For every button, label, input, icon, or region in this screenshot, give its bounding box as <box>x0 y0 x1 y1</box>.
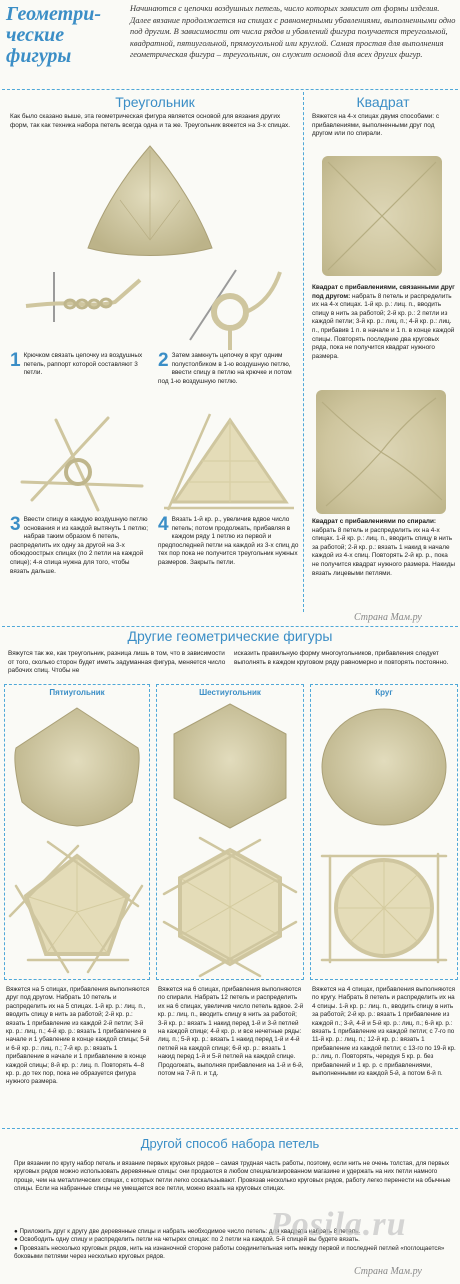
triangle-needles-illustration <box>160 410 298 514</box>
step-number: 1 <box>10 350 21 371</box>
watermark-strana-mam-1: Страна Мам.ру <box>354 612 422 623</box>
other-intro-left: Вяжутся так же, как треугольник, разница лишь в том, что в зависимости от того, сколько сторон будет иметь задуманная фигура, меняется число рабочих спиц. Чтобы не <box>8 650 226 675</box>
method-bullet: ● Приложить друг к другу две деревянные спицы и набрать необходимое число петель: для квадрата набрать 8 петель. <box>14 1228 361 1235</box>
circle-photo <box>318 704 450 830</box>
method-bullet-text: Освободить одну спицу и распределить петли на четырех спицах: по 2 петли на каждой. 5-й спицей вы будете вязать. <box>19 1236 360 1244</box>
triangle-heading: Треугольник <box>115 94 195 110</box>
method-bullet: ● Провязать несколько круговых рядов, нить на изнаночной стороне работы соединительная нить между первой и последней петлей «поглощается» боковыми петлями через несколько круговых рядов. <box>14 1244 445 1260</box>
method-bullet-text: Приложить друг к другу две деревянные спицы и набрать необходимое число петель: для квадрата набрать 8 петель. <box>19 1228 361 1235</box>
step-text: Вязать 1-й кр. р., увеличив вдвое число петель; потом продолжать, прибавляя в каждом ряду 1 петлю из первой и предпоследней петли на каждой из 3-х спиц до тех пор пока не получится треугольник нужных размеров. Закрыть петли. <box>158 516 299 566</box>
square-block-1 <box>312 284 456 361</box>
hexagon-photo <box>162 700 298 832</box>
square-heading: Квадрат <box>356 94 410 110</box>
triangle-step-2 <box>158 352 300 386</box>
square-block-1-text: набрать 8 петель и распределить их на 4-х спицах. 1-й кр. р.: лиц. п., вводить спицу в нить за работой; 2-й кр. р.: 2 петли из каждой петли; 3-й кр. р.: лиц. п.; 4-й кр. р.: лиц. п., прибавив 1 п. в начале и 1 п. в конце каждой спицы. Повторять последние два круговых ряда, пока не получится квадрат нужного размера. <box>312 292 455 360</box>
page-title: Геометри-ческие фигуры <box>6 3 101 67</box>
watermark-strana-mam-2: Страна Мам.ру <box>354 1266 422 1277</box>
step-number: 2 <box>158 350 169 371</box>
pentagon-text: Вяжется на 5 спицах, прибавления выполняются друг под другом. Набрать 10 петель и распределить их на 5 спицах. 1-й кр. р.: лиц. п., вводить спицу в нить за работой; 2-й кр. р.: вязать 1 прибавление из каждой 2-й петли; 3-й кр. р.: лиц. п.; 4-й кр. р.: вязать 1 прибавление в начале и 1 убавление в конце каждой спицы; 5-й и 6-й кр. р.: лиц. п.; 7-й кр. р.: вязать 1 прибавление в начале и 1 прибавление в конце каждой спицы; 8-й кр. р.: лиц. п. Повторять 4–8 кр. р. до тех пор, пока не образуется фигура нужного размера. <box>6 986 150 1086</box>
square-spiral-lines <box>316 390 446 514</box>
hexagon-needles-illustration <box>160 836 300 978</box>
circle-needles-illustration <box>316 838 452 978</box>
pentagon-needles-illustration <box>8 836 146 978</box>
method-bullet-text: Провязать несколько круговых рядов, нить на изнаночной стороне работы соединительная нить между первой и последней петлей «поглощается» боковыми петлями через несколько круговых рядов. <box>14 1244 445 1260</box>
crochet-chain-illustration <box>10 262 150 348</box>
watermark-posila: Posila.ru <box>270 1206 407 1243</box>
header-intro: Начинаются с цепочки воздушных петель, число которых зависит от формы изделия. Далее вязание продолжается на спицах с равномерными убавлениями, выполненными одно под другим. В зависимости от числа рядов и убавлений фигура получается треугольной, квадратной, пятиугольной, прямоугольной или круглой. Самая простая для выполнения геометрическая фигура – треугольник, он служит основой для всех других фигур. <box>130 4 456 60</box>
step-text: Затем замкнуть цепочку в круг одним полустолбиком в 1-ю воздушную петлю, ввести спицу в петлю на крючке и потом под 1-ю воздушную петлю. <box>158 352 292 385</box>
step-text: Ввести спицу в каждую воздушную петлю основания и из каждой вытянуть 1 петлю; набрав таким образом 6 петель, распределить их одну за другой на 3-х обоюдоострых спицах (по 2 петли на каждой спице); 4-я спица нужна для того, чтобы вязать дальше. <box>10 516 148 575</box>
step-number: 4 <box>158 514 169 535</box>
triangle-step-1 <box>10 352 150 378</box>
square-block-1-title: Квадрат с прибавлениями, связанными друг под другом: <box>312 284 455 300</box>
step-text: Крючком связать цепочку из воздушных петель, раппорт которой составляют 3 петли. <box>23 352 143 377</box>
other-heading: Другие геометрические фигуры <box>127 628 333 644</box>
triangle-step-4 <box>158 516 300 568</box>
other-intro-right: исказить правильную форму многоугольников, прибавления следует выполнять в каждом круговом ряду равномерно и повторять постоянно. <box>234 650 449 666</box>
square-photo-lines <box>322 156 442 276</box>
hexagon-label: Шестиугольник <box>199 688 261 697</box>
triangle-intro: Как было сказано выше, эта геометрическая фигура является основой для вязания других форм, так как техника набора петель всегда одна и та же. Треугольник вяжется на 3-х спицах. <box>10 113 291 129</box>
circle-text: Вяжется на 4 спицах, прибавления выполняются по кругу. Набрать 8 петель и распределить их на 4 спицы. 1-й кр. р.: лиц. п., вводить спицу в нить за работой; 2-й кр. р.: вязать 1 прибавление из каждой п.; 3-й, 4-й и 5-й кр. р.: лиц. п.; 6-й кр. р.: вязать 1 прибавление из каждой петли; с 7-го по 11-й кр. р.: лиц. п.; 12-й кр. р.: вязать 1 прибавление из каждой петли; с 13-го по 19-й кр. р.: лиц. п. Повторять, чередуя 5 кр. р. без прибавлений и 1 кр. р. с прибавлениями, выполненными из каждой 5-й, а потом 6-й п. <box>312 986 456 1078</box>
pentagon-photo <box>8 702 146 832</box>
triangle-photo <box>80 140 220 260</box>
circle-label: Круг <box>375 688 393 697</box>
pentagon-label: Пятиугольник <box>49 688 105 697</box>
needles-illustration <box>12 410 148 512</box>
method-text: При вязании по кругу набор петель и вязание первых круговых рядов – самая трудная часть работы, поэтому, если нить не очень толстая, для первых круговых рядов можно использовать деревянные спицы: они продаются в любом специализированном магазине и удержать на них петли намного проще, чем на металлических спицах, с которых петли легко соскальзывают. Провязав несколько круговых рядов, работу легко перенести на обычные спицы. Если на набранные спицы не умещается все петли, можно вязать на круговых спицах. <box>14 1160 451 1192</box>
triangle-step-3 <box>10 516 150 576</box>
hexagon-text: Вяжется на 6 спицах, прибавления выполняются по спирали. Набрать 12 петель и распределить их на 6 спицах, увеличив число петель вдвое. 2-й кр. р.: лиц. п., вводить спицу в нить за работой; 3-й кр. р.: вязать 1 накид перед 1-й и 3-й петлей на каждой спице; 4-й кр. р. и все нечетные ряды: лиц. п.; 5-й кр. р.: вязать 1 накид перед 1-й и 4-й петлей на каждой спице; 6-й кр. р.: вязать 1 накид перед 1-й и 5-й петлей на каждой спице. Продолжать, выполняя прибавления на 1-й и 6-й, потом на 7-й п. и т.д. <box>158 986 304 1078</box>
method-heading: Другой способ набора петель <box>140 1136 320 1151</box>
square-intro: Вяжется на 4-х спицах двумя способами: с прибавлениями, выполненными друг под другом или по спирали. <box>312 113 440 138</box>
square-block-2 <box>312 518 456 578</box>
step-number: 3 <box>10 514 21 535</box>
method-bullet: ● Освободить одну спицу и распределить петли на четырех спицах: по 2 петли на каждой. 5-й спицей вы будете вязать. <box>14 1236 360 1244</box>
square-block-2-title: Квадрат с прибавлениями по спирали: <box>312 518 437 525</box>
square-block-2-text: набрать 8 петель и распределить их на 4-х спицах. 1-й кр. р.: лиц. п., вводить спицу в нить за работой; 2-й кр. р.: вязать 1 накид в начале каждой из 4-х спиц. Повторять 2-й кр. р., пока не получится квадрат нужного размера. Накиды вязать лицевыми петлями. <box>312 526 456 577</box>
chain-ring-illustration <box>170 262 298 352</box>
